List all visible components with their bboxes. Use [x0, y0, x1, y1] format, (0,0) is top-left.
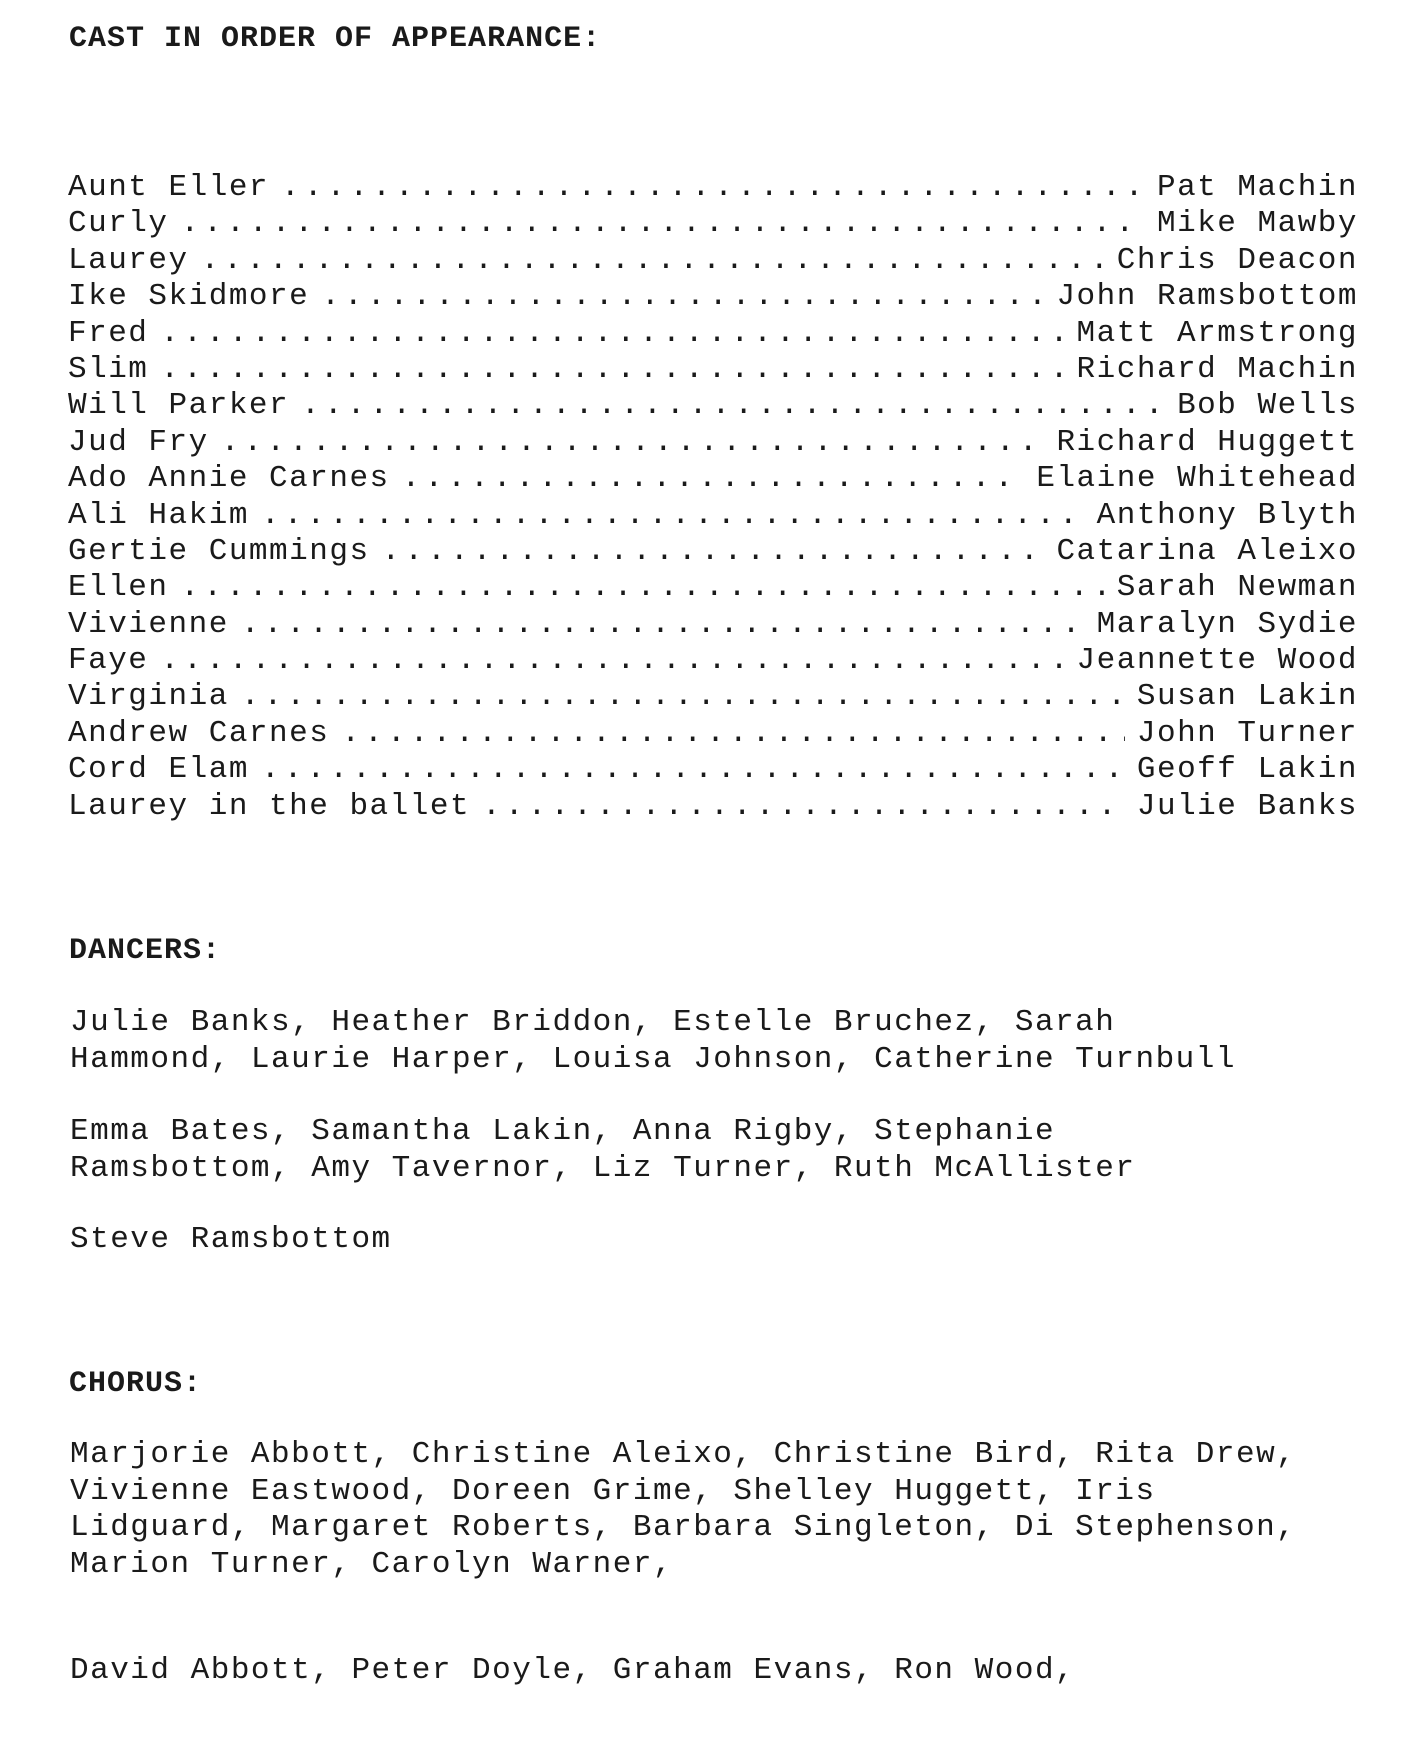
- cast-row: [68, 461, 1358, 497]
- cast-actor: Sarah Newman: [1116, 570, 1358, 606]
- cast-actor: Matt Armstrong: [1076, 315, 1358, 351]
- cast-role: Curly: [68, 206, 169, 242]
- cast-actor: Bob Wells: [1177, 388, 1358, 424]
- chorus-group-1: [70, 1437, 1410, 1583]
- cast-role: Will Parker: [68, 388, 290, 424]
- dot-leader: [181, 570, 1105, 605]
- dancers-group-1: [70, 1005, 1410, 1078]
- cast-row: [68, 643, 1358, 679]
- cast-role: Virginia: [68, 679, 229, 715]
- cast-actor: Susan Lakin: [1136, 679, 1358, 715]
- chorus-line: Marion Turner, Carolyn Warner,: [70, 1546, 674, 1582]
- cast-row: [68, 534, 1358, 570]
- cast-role: Fred: [68, 315, 149, 351]
- cast-actor: Richard Huggett: [1056, 424, 1358, 460]
- dot-leader: [382, 534, 1045, 569]
- chorus-line: Lidguard, Margaret Roberts, Barbara Singleton, Di Stephenson,: [70, 1510, 1297, 1545]
- dot-leader: [482, 789, 1125, 824]
- cast-row: [68, 716, 1358, 752]
- chorus-line: Vivienne Eastwood, Doreen Grime, Shelley Huggett, Iris: [70, 1473, 1156, 1509]
- dot-leader: [201, 243, 1105, 278]
- cast-row: [68, 279, 1358, 315]
- dot-leader: [241, 607, 1085, 642]
- cast-row: [68, 352, 1358, 388]
- dancers-line: Steve Ramsbottom: [70, 1222, 392, 1257]
- cast-row: [68, 752, 1358, 788]
- cast-role: Laurey in the ballet: [68, 788, 471, 824]
- dancers-group-3: [70, 1222, 1410, 1259]
- dot-leader: [160, 316, 1064, 351]
- dot-leader: [261, 498, 1085, 533]
- cast-row: [68, 789, 1358, 825]
- cast-actor: Mike Mawby: [1156, 206, 1358, 242]
- cast-role: Andrew Carnes: [68, 715, 330, 751]
- dot-leader: [261, 752, 1125, 787]
- cast-row: [68, 243, 1358, 279]
- cast-role: Slim: [68, 351, 149, 387]
- cast-actor: Maralyn Sydie: [1096, 606, 1358, 642]
- cast-row: [68, 425, 1358, 461]
- cast-role: Jud Fry: [68, 424, 209, 460]
- chorus-group-2: [70, 1653, 1410, 1690]
- dot-leader: [221, 425, 1045, 460]
- dot-leader: [301, 388, 1165, 423]
- dot-leader: [402, 461, 1025, 496]
- dot-leader: [321, 279, 1044, 314]
- cast-role: Laurey: [68, 242, 189, 278]
- dancers-line: Emma Bates, Samantha Lakin, Anna Rigby, Stephanie: [70, 1114, 1056, 1149]
- cast-role: Aunt Eller: [68, 170, 270, 205]
- cast-row: [68, 679, 1358, 715]
- dot-leader: [181, 206, 1145, 241]
- cast-actor: Elaine Whitehead: [1036, 461, 1358, 497]
- dot-leader: [341, 716, 1125, 751]
- cast-role: Faye: [68, 643, 149, 679]
- cast-row: [68, 206, 1358, 242]
- dancers-line: Julie Banks, Heather Briddon, Estelle Bruchez, Sarah: [70, 1005, 1116, 1040]
- cast-role: Ado Annie Carnes: [68, 461, 390, 497]
- dot-leader: [160, 643, 1064, 678]
- cast-actor: Chris Deacon: [1116, 242, 1358, 278]
- cast-actor: John Ramsbottom: [1056, 279, 1358, 315]
- chorus-line: Marjorie Abbott, Christine Aleixo, Christine Bird, Rita Drew,: [70, 1437, 1297, 1472]
- chorus-line: David Abbott, Peter Doyle, Graham Evans, Ron Wood,: [70, 1653, 1076, 1688]
- cast-actor: Jeannette Wood: [1076, 643, 1358, 679]
- cast-row: [68, 316, 1358, 352]
- cast-role: Ike Skidmore: [68, 279, 310, 315]
- cast-actor: Pat Machin: [1156, 170, 1358, 205]
- cast-role: Ali Hakim: [68, 497, 249, 533]
- cast-row: [68, 498, 1358, 534]
- dot-leader: [160, 352, 1064, 387]
- cast-actor: Julie Banks: [1136, 788, 1358, 824]
- cast-list: [68, 170, 1358, 825]
- cast-actor: Catarina Aleixo: [1056, 533, 1358, 569]
- cast-actor: John Turner: [1136, 715, 1358, 751]
- dancers-line: Hammond, Laurie Harper, Louisa Johnson, Catherine Turnbull: [70, 1041, 1236, 1077]
- cast-heading: CAST IN ORDER OF APPEARANCE:: [69, 22, 602, 56]
- cast-row: [68, 170, 1358, 206]
- cast-role: Vivienne: [68, 606, 229, 642]
- dot-leader: [281, 170, 1145, 205]
- dancers-group-2: [70, 1114, 1410, 1187]
- cast-actor: Anthony Blyth: [1096, 497, 1358, 533]
- cast-actor: Richard Machin: [1076, 351, 1358, 387]
- dancers-line: Ramsbottom, Amy Tavernor, Liz Turner, Ruth McAllister: [70, 1150, 1136, 1186]
- cast-role: Ellen: [68, 570, 169, 606]
- cast-row: [68, 607, 1358, 643]
- dancers-heading: DANCERS:: [69, 934, 222, 968]
- cast-role: Gertie Cummings: [68, 533, 370, 569]
- cast-row: [68, 388, 1358, 424]
- cast-actor: Geoff Lakin: [1136, 752, 1358, 788]
- cast-row: [68, 570, 1358, 606]
- cast-role: Cord Elam: [68, 752, 249, 788]
- dot-leader: [241, 679, 1125, 714]
- chorus-heading: CHORUS:: [69, 1367, 203, 1401]
